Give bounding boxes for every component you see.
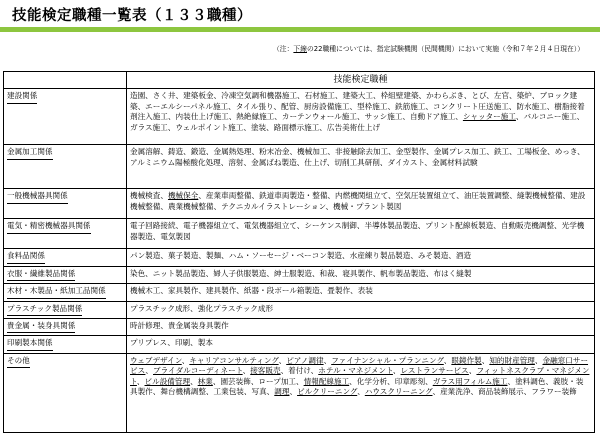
footnote-prefix: （注：: [273, 45, 294, 53]
occupation-designated-text: 機械保全: [167, 191, 199, 201]
category-label: 木材・木製品・紙加工品関係: [7, 286, 106, 298]
occupation-text: 、産業車両整備、鉄道車両製造・整備、内燃機関組立て、空気圧装置組立て、油圧装置調整、縫製機械整備、建設機械整備、農業機械整備、テクニカルイラストレーション、機械・プラント製図: [130, 191, 586, 211]
category-label: 建設関係: [7, 91, 37, 103]
occupation-text: 、: [357, 387, 365, 397]
category-cell: [4, 353, 127, 432]
occupation-designated-text: 知的財産管理: [489, 355, 535, 365]
table-row: [4, 145, 595, 189]
occupations-cell: [127, 189, 595, 219]
occupation-designated-text: ビル設備管理: [144, 376, 191, 386]
category-label: 貴金属・装身具関係: [7, 321, 75, 333]
occupation-text: 染色、ニット製品製造、婦人子供服製造、紳士服製造、和裁、寝具製作、帆布製品製造、布はく縫製: [130, 268, 472, 278]
occupation-designated-text: 林業: [197, 376, 213, 386]
occupations-cell: [127, 319, 595, 336]
occupation-text: 、: [145, 366, 154, 376]
occupation-text: プリプレス、印刷、製本: [130, 338, 213, 348]
page-title: 技能検定職種一覧表（１３３職種）: [12, 8, 252, 24]
category-cell: [4, 266, 127, 283]
category-label: 金属加工関係: [7, 147, 53, 159]
occupation-text: 、: [136, 376, 145, 386]
occupation-text: 、: [392, 366, 401, 376]
category-cell: [4, 249, 127, 266]
header-occupations: 技能検定職種: [127, 72, 595, 89]
footnote-underline-word: 下線: [293, 45, 307, 53]
occupation-text: 、産業洗浄、商品装飾展示、フラワー装飾: [432, 387, 577, 397]
table-row: [4, 89, 595, 145]
category-cell: [4, 301, 127, 318]
title-underline-bar: [0, 27, 600, 32]
occupations-cell: [127, 301, 595, 318]
occupations-cell: [127, 219, 595, 249]
occupation-designated-text: ホテル・マネジメント: [318, 366, 393, 376]
category-cell: [4, 219, 127, 249]
footnote-suffix: の22職種については、指定試験機関（民間機関）において実施（令和７年２月４日現在））: [307, 45, 584, 53]
category-label: 衣服・繊維製品関係: [7, 269, 75, 281]
category-cell: [4, 319, 127, 336]
header-blank-cell: [4, 72, 127, 89]
occupation-designated-text: 金融窓口サービス: [130, 355, 589, 376]
occupation-designated-text: 情報配線施工: [303, 376, 350, 386]
category-label: その他: [7, 356, 30, 368]
occupation-text: 電子回路接続、電子機器組立て、電気機器組立て、シーケンス制御、半導体製品製造、プリント配線板製造、自動販売機調整、光学機器製造、電気製図: [130, 221, 585, 241]
occupation-text: 、塗料調色、義肢・装具製作、舞台機構調整、工業包装、写真、: [130, 376, 584, 397]
table-row: [4, 336, 595, 353]
table-row: [4, 219, 595, 249]
table-row: [4, 284, 595, 301]
occupation-text: 、: [181, 355, 190, 365]
occupation-table: [3, 71, 595, 433]
category-label: 食料品関係: [7, 251, 45, 263]
occupation-text: 造園、さく井、建築板金、冷凍空気調和機器施工、石材施工、建築大工、枠組壁建築、かわらぶき、とび、左官、築炉、ブロック建築、エーエルシーパネル施工、タイル張り、配管、厨房設備施工、型枠施工、鉄筋施工、コンクリート圧送施工、防水施工、樹脂接着剤注入施工、内装仕上げ施工、熱絶縁施工、カーテンウォール施工、サッシ施工、自動ドア施工、: [130, 91, 585, 122]
occupation-designated-text: キャリアコンサルティング: [189, 355, 279, 365]
occupation-designated-text: フィットネスクラブ・マネジメント: [130, 366, 590, 386]
occupation-designated-text: ブライダルコーディネート: [153, 366, 243, 376]
occupation-designated-text: シャッター施工: [462, 112, 516, 122]
category-label: 一般機械器具関係: [7, 191, 68, 203]
category-cell: [4, 336, 127, 353]
occupations-cell: [127, 353, 595, 432]
occupation-text: 、: [278, 355, 287, 365]
occupation-text: 、: [468, 366, 477, 376]
occupations-cell: [127, 284, 595, 301]
occupation-text: 、: [242, 366, 251, 376]
table-row: [4, 249, 595, 266]
occupation-text: 機械検査、: [130, 191, 168, 201]
occupation-text: 、: [443, 355, 452, 365]
occupation-designated-text: 接客販売: [250, 366, 281, 376]
table-body: [4, 89, 595, 432]
table-row: [4, 266, 595, 283]
occupation-text: 、バルコニー施工、ガラス施工、ウェルポイント施工、塗装、路面標示施工、広告美術仕上げ: [130, 112, 585, 132]
occupations-cell: [127, 336, 595, 353]
occupation-text: 、園芸装飾、ロープ加工、: [212, 376, 304, 386]
occupation-designated-text: ファイナンシャル・プランニング: [331, 355, 444, 365]
category-label: プラスチック製品関係: [7, 304, 82, 316]
footnote: [273, 43, 584, 53]
occupation-text: 、: [190, 376, 198, 386]
occupation-text: 機械木工、家具製作、建具製作、紙器・段ボール箱製造、畳製作、表装: [130, 286, 373, 296]
occupation-designated-text: 眼鏡作製: [451, 355, 482, 365]
occupation-designated-text: 調理: [274, 387, 290, 397]
occupation-designated-text: ウェブデザイン: [130, 355, 182, 365]
category-label: 電気・精密機械器具関係: [7, 221, 91, 233]
occupation-text: プラスチック成形、強化プラスチック成形: [130, 303, 274, 313]
occupation-designated-text: ハウスクリーニング: [364, 387, 433, 397]
occupation-text: 、: [534, 355, 543, 365]
occupation-text: 時計修理、貴金属装身具製作: [130, 321, 229, 331]
table-header-row: [4, 72, 595, 89]
occupation-text: 、: [481, 355, 490, 365]
occupation-text: パン製造、菓子製造、製麺、ハム・ソーセージ・ベーコン製造、水産練り製品製造、みそ製造、酒造: [130, 251, 472, 261]
occupation-text: 、: [323, 355, 332, 365]
occupations-cell: [127, 266, 595, 283]
occupation-text: 、着付け、: [280, 366, 319, 376]
category-label: 印刷製本関係: [7, 338, 53, 350]
occupations-cell: [127, 249, 595, 266]
category-cell: [4, 189, 127, 219]
table-row: [4, 189, 595, 219]
table-row: [4, 301, 595, 318]
occupations-cell: [127, 145, 595, 189]
occupation-designated-text: ピアノ調律: [286, 355, 324, 365]
occupations-cell: [127, 89, 595, 145]
occupation-designated-text: レストランサービス: [400, 366, 469, 376]
table-row: [4, 319, 595, 336]
category-cell: [4, 89, 127, 145]
table-row: [4, 353, 595, 432]
category-cell: [4, 284, 127, 301]
occupation-text: 、: [289, 387, 298, 397]
occupation-designated-text: ビルクリーニング: [297, 387, 358, 397]
occupation-text: 金属溶解、鋳造、鍛造、金属熱処理、粉末冶金、機械加工、非接触除去加工、金型製作、金属プレス加工、鉄工、工場板金、めっき、アルミニウム陽極酸化処理、溶射、金属ばね製造、仕上げ、切削工具研削、ダイカスト、金属材料試験: [130, 147, 585, 167]
occupation-designated-text: ガラス用フィルム施工: [432, 376, 508, 386]
category-cell: [4, 145, 127, 189]
occupation-text: 、化学分析、印章彫刻、: [349, 376, 433, 386]
